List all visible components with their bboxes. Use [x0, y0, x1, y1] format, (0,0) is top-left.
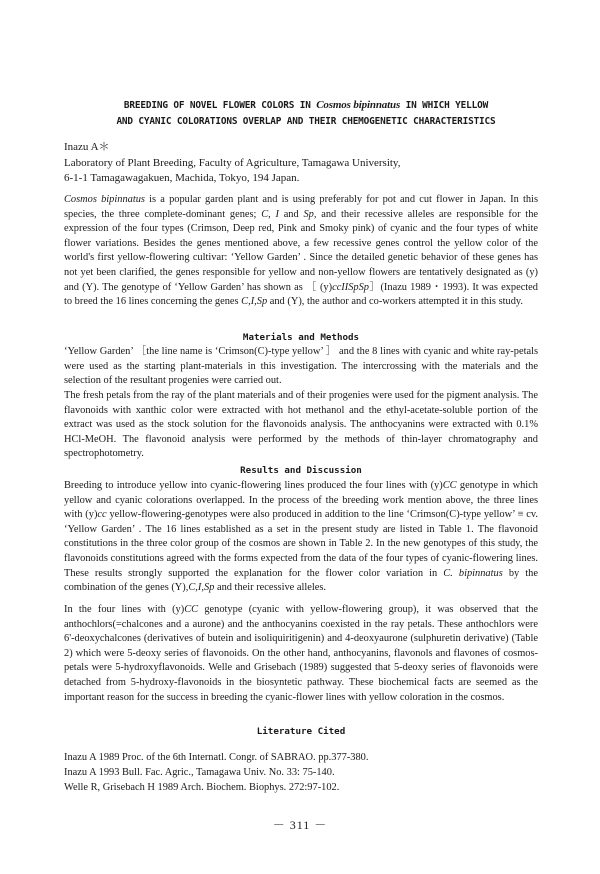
materials-paragraph-2: The fresh petals from the ray of the plant materials and of their progenies were used for the pigment analysis. The flavonoids with xanthic color were extracted with hot methanol and the ethyl-acetate-soluble portion of the extract was used as the stock solution for the flavonoids analysis. The anthocyanins were extracted with 0.1% HCl-MeOH. The flavonoid analysis were performed by the methods of thin-layer chromatography and spectrophotometry. [64, 390, 538, 460]
results-p2-text-a: In the four lines with (y) [64, 604, 185, 615]
results-heading: Results and Discussion [240, 465, 362, 476]
results-p1-text-c: genotype in which yellow and cyanic colorations overlapped. In the process of the breeding work mention above, the three lines with (y) [64, 480, 539, 521]
results-p1-genotype-cc-upper: CC [442, 480, 457, 491]
reference-item: Welle R, Grisebach H 1989 Arch. Biochem. Biophys. 272:97-102. [64, 781, 340, 793]
results-p1-text-a: Breeding to introduce yellow into cyanic-flowering lines produced the four lines with (y) [64, 480, 443, 491]
intro-paragraph [64, 193, 538, 310]
materials-paragraph-1: ‘Yellow Garden’ ［the line name is ‘Crimson(C)-type yellow’ ］ and the 8 lines with cyanic and white ray-petals were used as the starting plant-materials in this investigation. The intercrossing with the materials and the selection of the resultant progenies were carried out. [64, 346, 538, 387]
intro-gene1: C, I [261, 208, 279, 220]
intro-genotype: ccIISpSp [332, 281, 370, 293]
results-p1-genes: C,I,Sp [188, 582, 215, 594]
results-p1-text-g: by the combination of the genes (Y), [64, 567, 538, 594]
intro-text5: and (Y), the author and co-workers attempted it in this study. [267, 296, 524, 308]
results-p2-text-c: genotype (cyanic with yellow-flowering group), it was observed that the anthochlors(=chalcones and a aurone) and the anthocyanins coexisted in the ray petals. These anthochlors were 6'-deoxychalcones (derivatives of butein and isoliquiritigenin) and 4-deoxyaurone (sulphuretin derivative) (Table 2) which were 5-deoxy series of flavonoids. On the other hand, anthocyanins, flavonols and flavones of cosmos-petals were 5-hydroxyflavonoids. Welle and Grisebach (1989) suggested that 5-deoxy series of flavonoids were detached from 5-hydroxy-flavonoids in the biosyntetic pathway. These biochemical facts are seemed as the important reason for the success in breeding the cyanic-flower lines with yellow coloration in the cosmos. [64, 604, 538, 703]
title-line1-post: IN WHICH YELLOW [400, 100, 489, 111]
results-p1-species: C. bipinnatus [443, 567, 503, 579]
affiliation-line1: Laboratory of Plant Breeding, Faculty of Agriculture, Tamagawa University, [64, 157, 401, 169]
results-p2-genotype: CC [184, 604, 199, 615]
reference-item: Inazu A 1993 Bull. Fac. Agric., Tamagawa Univ. No. 33: 75-140. [64, 766, 335, 778]
results-p1-text-i: and their recessive alleles. [214, 582, 327, 594]
results-p1-text-e: yellow-flowering-genotypes were also produced in addition to the line ‘Crimson(C)-type yellow’ ≡ cv. ‘Yellow Garden’ . The 16 lines established as a set in the present study are listed in Table 1. The flavonoid constitutions in the three color group of the cosmos are shown in Table 2. In the new genotypes of this study, the flavonoids constitutions agreed with the forms expected from the data of the four types of cyanic-flowering lines. These results strongly supported the explanation for the flower color variation in [64, 509, 538, 579]
intro-genes3: C,I,Sp [241, 296, 268, 308]
reference-list [64, 751, 538, 795]
paper-title [86, 97, 526, 130]
intro-species: Cosmos bipinnatus [64, 194, 145, 205]
page-number: － 311 － [272, 818, 328, 832]
literature-heading: Literature Cited [256, 726, 346, 737]
reference-item: Inazu A 1989 Proc. of the 6th Internatl. Congr. of SABRAO. pp.377-380. [64, 752, 369, 763]
author-block [64, 140, 534, 186]
title-line2: AND CYANIC COLORATIONS OVERLAP AND THEIR CHEMOGENETIC CHARACTERISTICS [116, 116, 496, 127]
intro-text4: ］(Inazu 1989・1993). It was expected to breed the 16 lines concerning the genes [64, 281, 538, 308]
affiliation-line2: 6-1-1 Tamagawagakuen, Machida, Tokyo, 194 Japan. [64, 172, 300, 184]
intro-text3: and their recessive alleles are responsible for the expression of the four types (Crimson, Deep red, Pink and Smoky pink) of cyanic and the four types of white flower variations. Besides the genes mentioned above, a few recessive genes control the yellow color of the world's first yellow-flowering cultivar: ‘Yellow Garden’ . Since the detailed genetic behavior of these genes has not yet been clarified, the genes responsible for yellow and non-yellow flowers are tentatively designated as (y) and (Y). The genotype of ‘Yellow Garden’ has shown as ［ (y) [64, 208, 539, 293]
results-paragraph-1 [64, 479, 538, 596]
intro-text2: and [278, 208, 304, 220]
title-line1-pre: BREEDING OF NOVEL FLOWER COLORS IN [123, 100, 317, 111]
author-name: Inazu A＊ [64, 141, 110, 153]
intro-gene2: Sp, [303, 208, 317, 220]
intro-text1: is a popular garden plant and is using preferably for pot and cut flower in Japan. In this species, the three complete-dominant genes; [64, 194, 538, 220]
results-paragraph-2 [64, 603, 538, 705]
results-p1-genotype-cc-lower: cc [97, 509, 107, 521]
title-species-name: Cosmos bipinnatus [316, 99, 401, 111]
materials-heading: Materials and Methods [242, 332, 360, 343]
